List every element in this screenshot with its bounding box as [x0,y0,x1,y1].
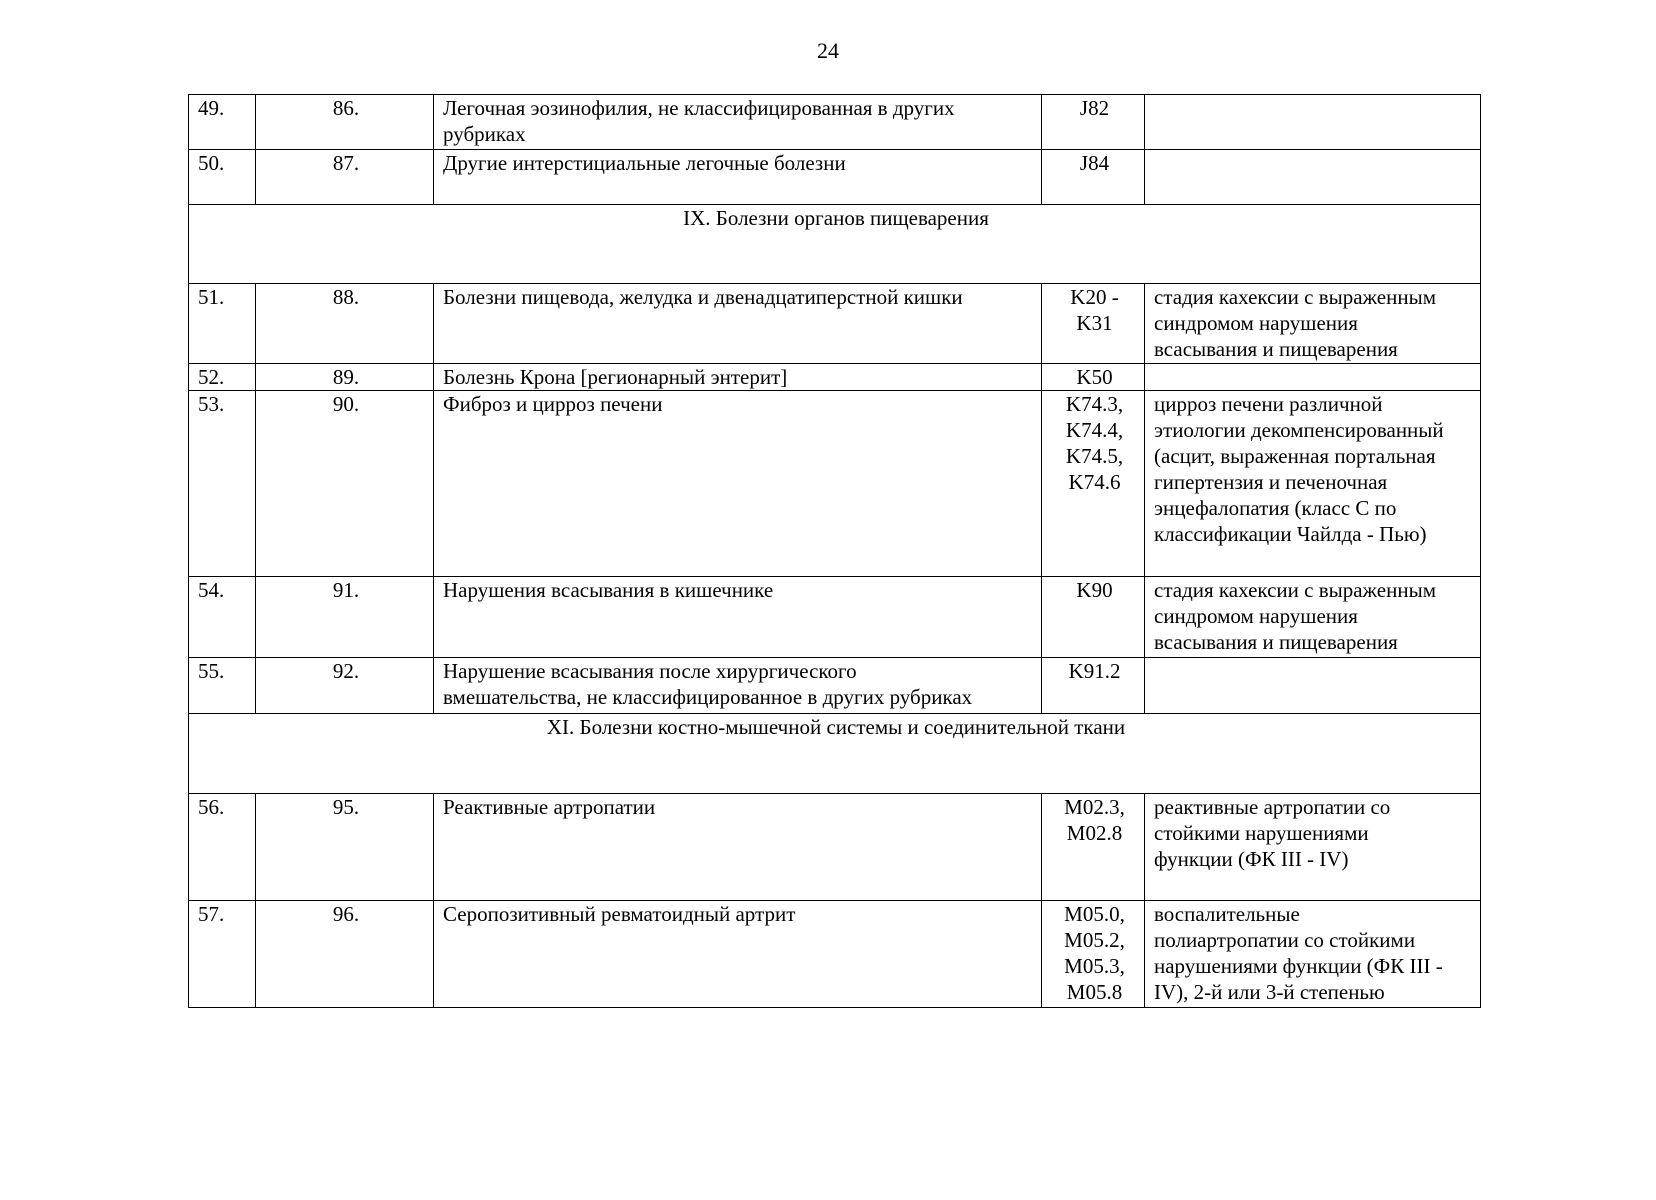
icd-code-line: K90 [1076,578,1113,602]
condition-note-line: гипертензия и печеночная [1154,470,1388,494]
icd-code [1042,150,1145,205]
condition-note [1145,364,1481,391]
icd-code-line: K74.6 [1068,470,1121,494]
table-row [189,577,1481,658]
icd-code-line: K20 - [1070,285,1119,309]
condition-note-line: синдромом нарушения [1154,604,1358,628]
disease-name [434,901,1042,1008]
section-title: XI. Болезни костно-мышечной системы и соединительной ткани [189,714,1481,794]
condition-note-line: нарушениями функции (ФК III - [1154,954,1443,978]
disease-name-line: Другие интерстициальные легочные болезни [443,151,846,175]
table-row [189,364,1481,391]
condition-note [1145,901,1481,1008]
disease-name-line: Серопозитивный ревматоидный артрит [443,902,796,926]
icd-code-line: J84 [1079,151,1110,175]
diagnosis-table [188,94,1481,1008]
disease-name [434,364,1042,391]
icd-code-line: J82 [1079,96,1110,120]
item-number: 95. [256,794,434,901]
condition-note-line: реактивные артропатии со [1154,795,1391,819]
disease-name [434,284,1042,364]
table-row [189,284,1481,364]
table-row [189,658,1481,714]
row-number: 51. [189,284,256,364]
disease-name [434,658,1042,714]
section-title: IX. Болезни органов пищеварения [189,205,1481,284]
disease-name-line: Болезнь Крона [регионарный энтерит] [443,365,788,389]
condition-note-line: всасывания и пищеварения [1154,337,1398,361]
condition-note-line: этиологии декомпенсированный [1154,418,1444,442]
disease-name-line: Реактивные артропатии [443,795,656,819]
icd-code [1042,794,1145,901]
disease-name-line: Болезни пищевода, желудка и двенадцатиперстной кишки [443,285,963,309]
condition-note-line: полиартропатии со стойкими [1154,928,1416,952]
row-number: 54. [189,577,256,658]
row-number: 49. [189,95,256,150]
condition-note [1145,150,1481,205]
condition-note-line: синдромом нарушения [1154,311,1358,335]
icd-code-line: M05.8 [1066,980,1123,1004]
disease-name [434,794,1042,901]
condition-note-line: IV), 2-й или 3-й степенью [1154,980,1385,1004]
icd-code-line: M05.2, [1064,928,1125,952]
item-number: 87. [256,150,434,205]
disease-name [434,391,1042,577]
condition-note-line: энцефалопатия (класс C по [1154,496,1397,520]
icd-code-line: M02.3, [1064,795,1125,819]
condition-note-line: стадия кахексии с выраженным [1154,578,1436,602]
table-row [189,391,1481,577]
icd-code [1042,391,1145,577]
table-row [189,901,1481,1008]
condition-note-line: стойкими нарушениями [1154,821,1369,845]
page-number: 24 [817,38,839,63]
icd-code-line: K74.4, [1065,418,1124,442]
disease-name [434,150,1042,205]
section-header-row [189,714,1481,794]
condition-note [1145,284,1481,364]
condition-note [1145,95,1481,150]
condition-note [1145,794,1481,901]
condition-note [1145,391,1481,577]
disease-name-line: вмешательства, не классифицированное в других рубриках [443,685,973,709]
condition-note [1145,577,1481,658]
disease-name-line: рубриках [443,122,526,146]
disease-name-line: Фиброз и цирроз печени [443,392,663,416]
row-number: 50. [189,150,256,205]
icd-code-line: K74.5, [1065,444,1124,468]
disease-name-line: Нарушения всасывания в кишечнике [443,578,774,602]
disease-name [434,95,1042,150]
icd-code [1042,901,1145,1008]
icd-code [1042,658,1145,714]
item-number: 89. [256,364,434,391]
table-row [189,794,1481,901]
condition-note-line: классификации Чайлда - Пью) [1154,522,1427,546]
condition-note-line: цирроз печени различной [1154,392,1383,416]
row-number: 56. [189,794,256,901]
disease-name-line: Легочная эозинофилия, не классифицированная в других [443,96,955,120]
table-row [189,95,1481,150]
item-number: 91. [256,577,434,658]
icd-code [1042,577,1145,658]
icd-code-line: M05.0, [1064,902,1125,926]
section-header-row [189,205,1481,284]
condition-note-line: функции (ФК III - IV) [1154,847,1349,871]
icd-code [1042,364,1145,391]
condition-note-line: воспалительные [1154,902,1300,926]
item-number: 86. [256,95,434,150]
icd-code-line: M05.3, [1064,954,1125,978]
icd-code [1042,284,1145,364]
icd-code-line: K31 [1076,311,1113,335]
icd-code [1042,95,1145,150]
icd-code-line: M02.8 [1066,821,1123,845]
icd-code-line: K91.2 [1068,659,1121,683]
item-number: 88. [256,284,434,364]
row-number: 52. [189,364,256,391]
condition-note [1145,658,1481,714]
item-number: 92. [256,658,434,714]
row-number: 55. [189,658,256,714]
icd-code-line: K74.3, [1065,392,1124,416]
condition-note-line: всасывания и пищеварения [1154,630,1398,654]
disease-name-line: Нарушение всасывания после хирургического [443,659,857,683]
icd-code-line: K50 [1076,365,1113,389]
item-number: 90. [256,391,434,577]
disease-name [434,577,1042,658]
row-number: 57. [189,901,256,1008]
row-number: 53. [189,391,256,577]
condition-note-line: (асцит, выраженная портальная [1154,444,1436,468]
table-row [189,150,1481,205]
condition-note-line: стадия кахексии с выраженным [1154,285,1436,309]
item-number: 96. [256,901,434,1008]
